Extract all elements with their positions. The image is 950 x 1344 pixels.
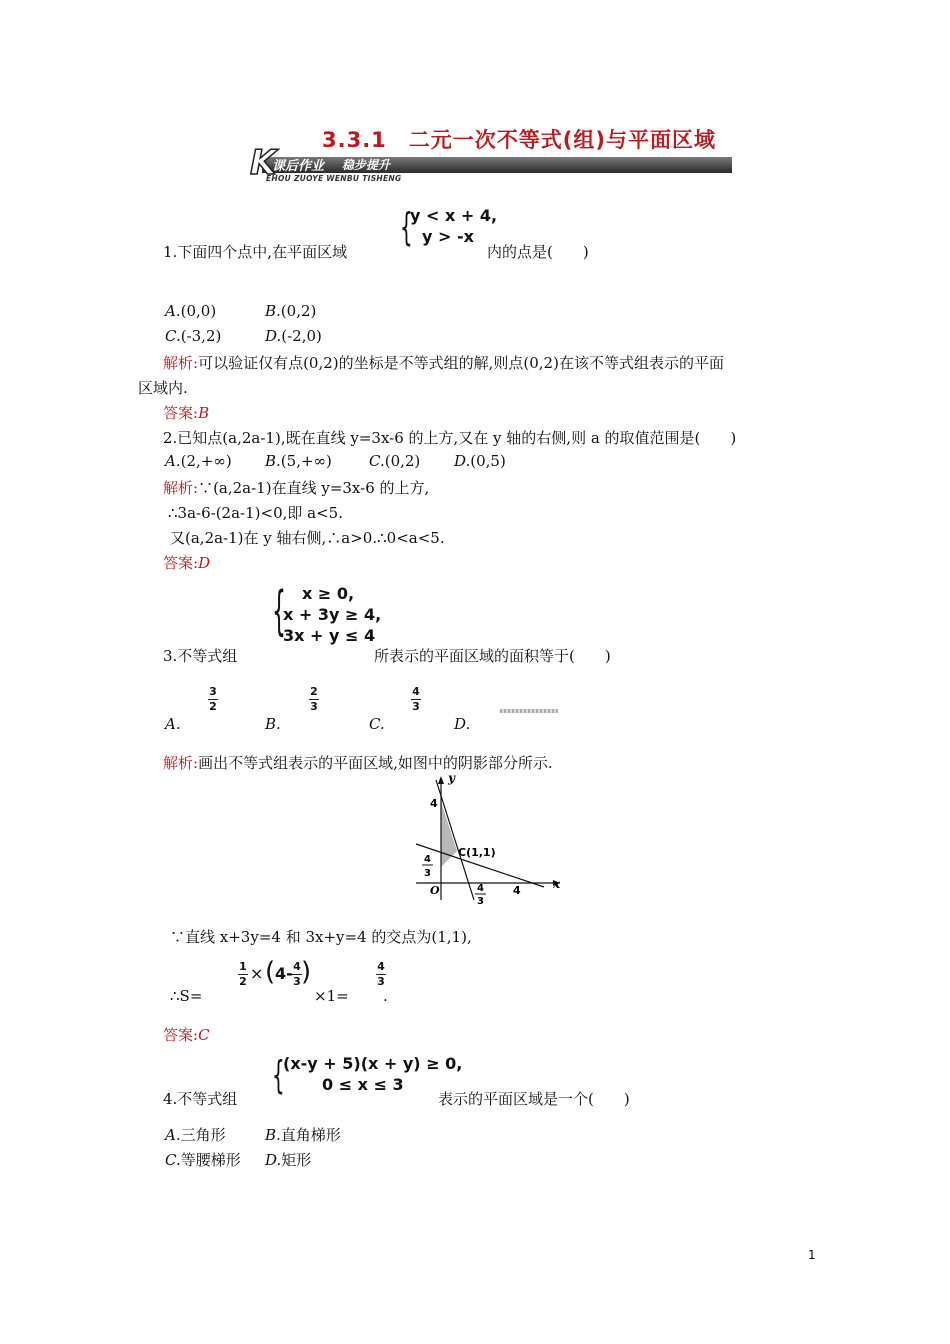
- q3-stem-post: 所表示的平面区域的面积等于( ): [374, 647, 611, 665]
- q4-system-line-2: 0 ≤ x ≤ 3: [322, 1075, 404, 1094]
- q2-option-d: D.(0,5): [454, 452, 506, 470]
- x-axis-label: x: [553, 877, 561, 891]
- q3-option-d-letter: D.: [454, 715, 471, 733]
- q3-s-half: 1 2: [239, 960, 247, 988]
- y-tick-4: 4: [430, 797, 438, 810]
- y-tick-frac-den: 3: [424, 868, 431, 879]
- q1-brace: {: [400, 204, 413, 250]
- q3-line-a: ∵直线 x+3y=4 和 3x+y=4 的交点为(1,1),: [170, 928, 472, 946]
- q3-s-times: ×: [250, 964, 264, 983]
- q3-option-c-fraction: 4 3: [412, 685, 420, 713]
- q2-option-b: B.(5,+∞): [265, 452, 332, 470]
- q3-system-line-3: 3x + y ≤ 4: [283, 626, 376, 645]
- origin-label: O: [430, 884, 440, 897]
- q1-option-c: C.(-3,2): [165, 327, 222, 345]
- q3-option-d-image: [500, 709, 558, 713]
- q4-option-c: C.等腰梯形: [165, 1151, 241, 1169]
- q2-option-c: C.(0,2): [369, 452, 421, 470]
- q3-s-inner-frac: 4 3: [293, 960, 301, 988]
- point-c-label: C(1,1): [458, 846, 496, 859]
- q3-brace: {: [272, 583, 286, 643]
- q3-option-b-fraction: 2 3: [310, 685, 318, 713]
- banner-bar: [262, 157, 732, 173]
- x-tick-frac-num: 4: [477, 883, 484, 894]
- q3-system-line-2: x + 3y ≥ 4,: [283, 605, 382, 624]
- q2-answer: 答案:D: [163, 554, 211, 572]
- q3-s-result: 4 3: [377, 960, 385, 988]
- q1-option-b: B.(0,2): [265, 302, 317, 320]
- q1-analysis-cont: 区域内.: [138, 379, 188, 397]
- q2-analysis-line-3: 又(a,2a-1)在 y 轴右侧,∴a>0.∴0<a<5.: [170, 529, 445, 547]
- q3-analysis: 解析:画出不等式组表示的平面区域,如图中的阴影部分所示.: [163, 754, 553, 772]
- q3-stem-pre: 3.不等式组: [163, 647, 238, 665]
- q3-s-end: .: [383, 987, 388, 1005]
- q3-region-figure: [410, 770, 570, 904]
- q3-option-a-letter: A.: [165, 715, 181, 733]
- x-tick-frac-den: 3: [477, 896, 484, 904]
- q3-s-paren-right: ): [301, 957, 312, 987]
- q1-option-d: D.(-2,0): [265, 327, 322, 345]
- page-title: 3.3.1 二元一次不等式(组)与平面区域: [322, 128, 716, 152]
- q3-answer: 答案:C: [163, 1026, 210, 1044]
- y-axis-arrow-icon: [438, 776, 444, 784]
- q4-stem-post: 表示的平面区域是一个( ): [438, 1090, 630, 1108]
- banner-subtitle: EHOU ZUOYE WENBU TISHENG: [266, 174, 402, 183]
- page-number: 1: [808, 1248, 816, 1262]
- q2-option-a: A.(2,+∞): [165, 452, 232, 470]
- q4-option-b: B.直角梯形: [265, 1126, 341, 1144]
- q3-s-label: ∴S=: [170, 987, 203, 1005]
- banner-logo: K: [250, 143, 277, 183]
- q3-option-a-fraction: 3 2: [209, 685, 217, 713]
- q3-s-paren-left: (: [265, 957, 276, 987]
- banner-text-a: 课后作业: [272, 159, 325, 174]
- q2-stem: 2.已知点(a,2a-1),既在直线 y=3x-6 的上方,又在 y 轴的右侧,则 a 的取值范围是( ): [163, 429, 737, 447]
- x-tick-4: 4: [513, 884, 521, 897]
- q2-analysis-line-2: ∴3a-6-(2a-1)<0,即 a<5.: [168, 504, 343, 522]
- banner-text-b: 稳步提升: [342, 158, 391, 172]
- q4-option-d: D.矩形: [265, 1151, 312, 1169]
- q1-option-a: A.(0,0): [165, 302, 217, 320]
- q3-option-c-letter: C.: [369, 715, 385, 733]
- q4-stem-pre: 4.不等式组: [163, 1090, 238, 1108]
- q3-s-mid: ×1=: [314, 987, 349, 1005]
- q2-analysis: 解析:∵(a,2a-1)在直线 y=3x-6 的上方,: [163, 479, 430, 497]
- q3-system-line-1: x ≥ 0,: [302, 584, 355, 603]
- q1-stem-pre: 1.下面四个点中,在平面区域: [163, 243, 348, 261]
- q1-stem-post: 内的点是( ): [487, 243, 589, 261]
- q1-system-line-2: y > -x: [422, 227, 474, 246]
- q1-analysis: 解析:可以验证仅有点(0,2)的坐标是不等式组的解,则点(0,2)在该不等式组表示的平面: [163, 354, 724, 372]
- y-axis-label: y: [448, 771, 455, 785]
- q1-system-line-1: y < x + 4,: [410, 206, 498, 225]
- q4-option-a: A.三角形: [165, 1126, 226, 1144]
- q4-brace: {: [272, 1052, 285, 1098]
- q4-system-line-1: (x-y + 5)(x + y) ≥ 0,: [283, 1054, 463, 1073]
- q3-s-paren-text: 4-: [275, 964, 293, 983]
- q3-option-b-letter: B.: [265, 715, 281, 733]
- q1-answer: 答案:B: [163, 404, 210, 422]
- y-tick-frac-num: 4: [424, 854, 431, 865]
